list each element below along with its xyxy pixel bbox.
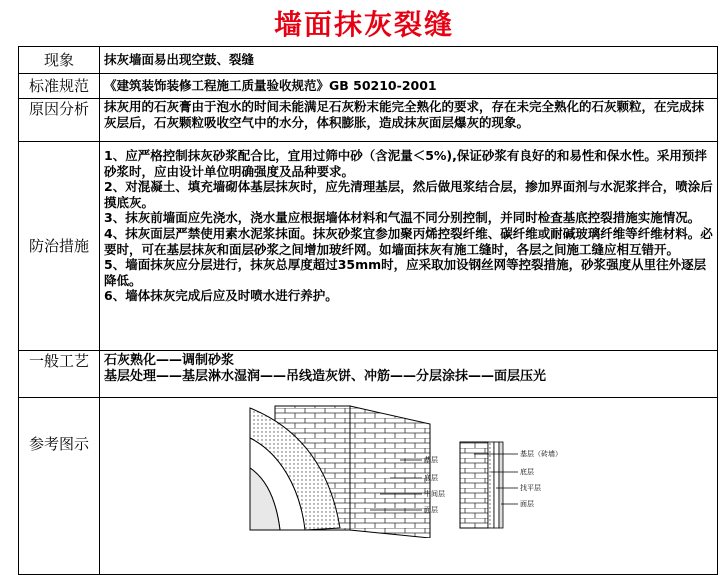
left-label: 底层 [424,474,438,482]
process-line-1: 石灰熟化——调制砂浆 [104,353,235,368]
label-cause: 原因分析 [19,99,100,142]
measure-item: 5、墙面抹灰应分层进行，抹灰总厚度超过35mm时，应采取加设钢丝网等控裂措施，砂浆强度从里往外逐层降低。 [104,257,707,288]
brick-side-face [350,406,430,538]
row-process [19,351,718,398]
right-label: 找平层 [520,484,541,492]
measure-item: 3、抹灰前墙面应先浇水，浇水量应根据墙体材料和气温不同分别控制，并同时检查基底控裂措施实施情况。 [104,210,701,226]
measures-list [100,142,718,351]
wall-section-illustration [460,442,503,528]
measure-item: 4、抹灰面层严禁使用素水泥浆抹面。抹灰砂浆宜参加聚丙烯控裂纤维、碳纤维或耐碱玻璃纤维等纤维材料。必要时，可在基层抹灰和面层砂浆之间增加玻纤网。如墙面抹灰有施工缝时，各层之间施工缝应相互错开。 [104,225,713,257]
value-cause: 抹灰用的石灰膏由于泡水的时间未能满足石灰粉末能完全熟化的要求，存在未完全熟化的石灰颗粒，在完成抹灰层后，石灰颗粒吸收空气中的水分，体积膨胀，造成抹灰面层爆灰的现象。 [100,99,718,142]
label-process: 一般工艺 [19,351,100,398]
right-label: 底层 [520,468,534,476]
label-figure: 参考图示 [19,398,100,575]
left-label: 基层 [424,456,438,464]
plaster-layer-diagram [100,398,720,538]
label-measures: 防治措施 [19,142,100,351]
section-level-coat [494,442,499,528]
row-phenomenon [19,47,718,74]
value-phenomenon: 抹灰墙面易出现空鼓、裂缝 [100,47,718,74]
value-standard: 《建筑装饰装修工程施工质量验收规范》GB 50210-2001 [100,74,718,99]
left-label: 面层 [424,506,438,514]
process-line-2: 基层处理——基层淋水湿润——吊线造灰饼、冲筋——分层涂抹——面层压光 [104,369,547,384]
measure-item: 1、应严格控制抹灰砂浆配合比，宜用过筛中砂（含泥量＜5%),保证砂浆有良好的和易性和保水性。采用预拌砂浆时，应由设计单位明确强度及品种要求。 [104,148,707,179]
left-label: 中间层 [424,490,445,498]
section-finish-coat [499,442,503,528]
label-standard: 标准规范 [19,74,100,99]
section-bottom-coat [488,442,494,528]
right-label: 面层 [520,500,534,508]
page-title: 墙面抹灰裂缝 [273,8,454,41]
row-standard [19,74,718,99]
row-cause [19,99,718,142]
section-brick [460,442,488,528]
right-label: 基层（砖墙） [520,450,562,458]
wall-perspective-illustration [250,406,430,538]
row-figure [19,398,718,575]
defect-info-table [18,46,718,575]
process-steps [100,351,718,398]
row-measures [19,142,718,351]
measure-item: 6、墙体抹灰完成后应及时喷水进行养护。 [104,288,338,304]
figure-cell [100,398,718,575]
measure-item: 2、对混凝土、填充墙砌体基层抹灰时，应先清理基层，然后做甩浆结合层，掺加界面剂与水泥浆拌合，喷涂后摸底灰。 [104,179,713,210]
label-phenomenon: 现象 [19,47,100,74]
